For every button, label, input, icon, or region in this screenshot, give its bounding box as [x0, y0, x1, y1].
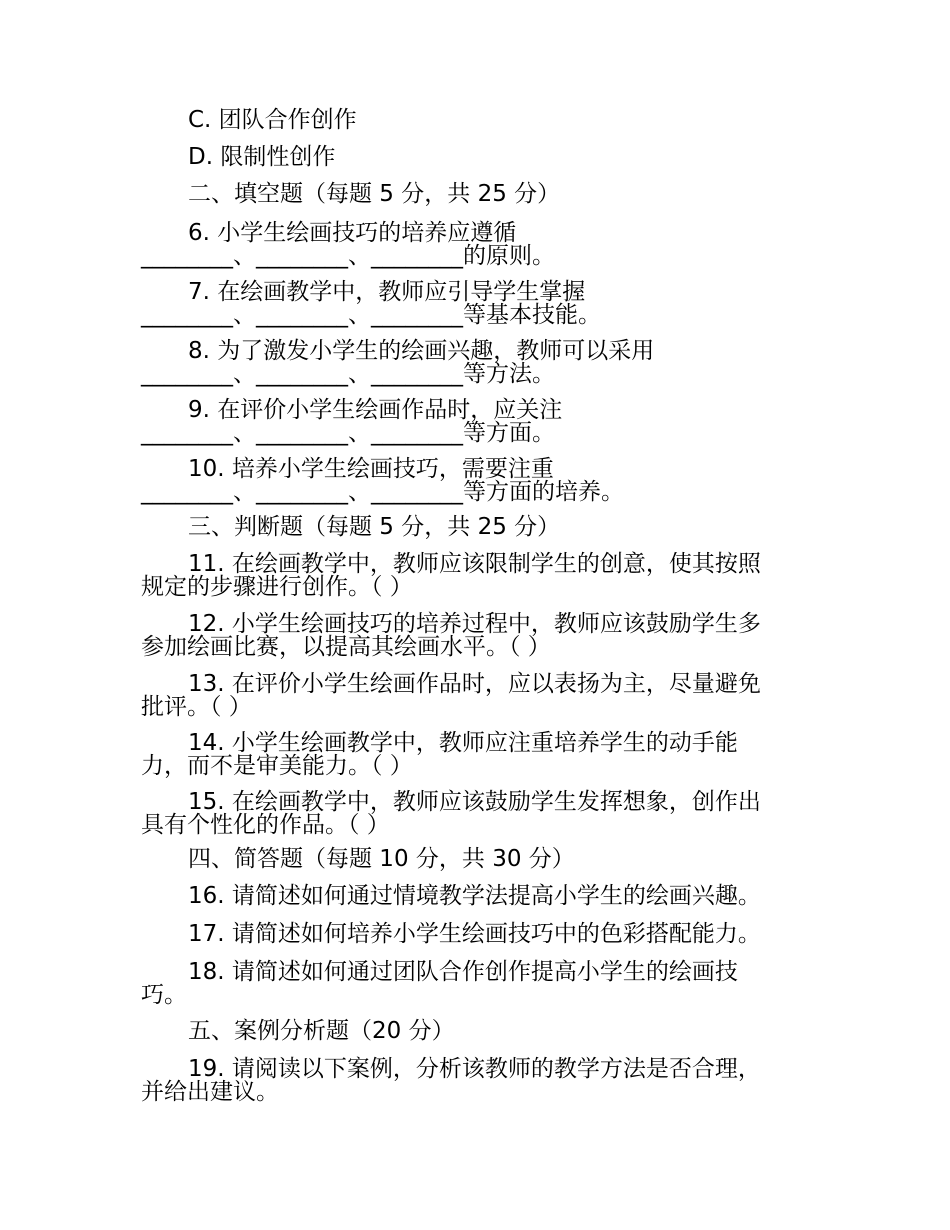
judge-question-15-cont: 具有个性化的作品。（ ） [141, 812, 390, 838]
judge-question-14: 14. 小学生绘画教学中，教师应注重培养学生的动手能 [188, 730, 738, 756]
fill-question-6: 6. 小学生绘画技巧的培养应遵循 [188, 220, 517, 246]
judge-question-13: 13. 在评价小学生绘画作品时，应以表扬为主，尽量避免 [188, 671, 761, 697]
option-c: C. 团队合作创作 [188, 107, 357, 133]
fill-question-10: 10. 培养小学生绘画技巧，需要注重 [188, 456, 554, 482]
fill-question-7: 7. 在绘画教学中，教师应引导学生掌握 [188, 279, 586, 305]
judge-question-12-cont: 参加绘画比赛，以提高其绘画水平。（ ） [141, 634, 551, 660]
short-question-18-cont: 巧。 [141, 982, 187, 1008]
section-fill-heading: 二、填空题（每题 5 分，共 25 分） [188, 181, 561, 207]
short-question-17: 17. 请简述如何培养小学生绘画技巧中的色彩搭配能力。 [188, 921, 761, 947]
section-short-heading: 四、简答题（每题 10 分，共 30 分） [188, 846, 575, 872]
case-question-19: 19. 请阅读以下案例，分析该教师的教学方法是否合理， [188, 1056, 761, 1082]
judge-question-14-cont: 力，而不是审美能力。（ ） [141, 753, 413, 779]
fill-question-7-blanks: ________、________、________等基本技能。 [141, 302, 601, 328]
fill-question-10-blanks: ________、________、________等方面的培养。 [141, 479, 624, 505]
section-case-heading: 五、案例分析题（20 分） [188, 1018, 455, 1044]
judge-question-11-cont: 规定的步骤进行创作。（ ） [141, 574, 413, 600]
fill-question-9-blanks: ________、________、________等方面。 [141, 420, 555, 446]
fill-question-8-blanks: ________、________、________等方法。 [141, 361, 555, 387]
section-judge-heading: 三、判断题（每题 5 分，共 25 分） [188, 514, 561, 540]
fill-question-8: 8. 为了激发小学生的绘画兴趣，教师可以采用 [188, 338, 655, 364]
case-question-19-cont: 并给出建议。 [141, 1079, 279, 1105]
judge-question-13-cont: 批评。（ ） [141, 694, 252, 720]
fill-question-9: 9. 在评价小学生绘画作品时，应关注 [188, 397, 563, 423]
judge-question-12: 12. 小学生绘画技巧的培养过程中，教师应该鼓励学生多 [188, 611, 761, 637]
judge-question-15: 15. 在绘画教学中，教师应该鼓励学生发挥想象，创作出 [188, 789, 761, 815]
option-d: D. 限制性创作 [188, 144, 336, 170]
fill-question-6-blanks: ________、________、________的原则。 [141, 243, 555, 269]
short-question-16: 16. 请简述如何通过情境教学法提高小学生的绘画兴趣。 [188, 883, 761, 909]
judge-question-11: 11. 在绘画教学中，教师应该限制学生的创意，使其按照 [188, 551, 761, 577]
short-question-18: 18. 请简述如何通过团队合作创作提高小学生的绘画技 [188, 959, 738, 985]
